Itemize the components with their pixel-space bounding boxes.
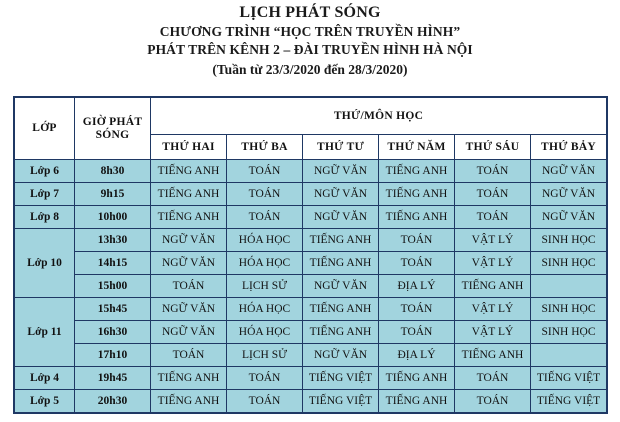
cell-subject: NGỮ VĂN [303, 160, 379, 183]
cell-time: 13h30 [75, 229, 151, 252]
program-subtitle: CHƯƠNG TRÌNH “HỌC TRÊN TRUYỀN HÌNH” [159, 24, 461, 39]
header-class: LỚP [15, 98, 75, 160]
cell-subject: TIẾNG ANH [379, 160, 455, 183]
cell-subject: TIẾNG VIỆT [531, 367, 607, 390]
cell-subject: TIẾNG ANH [303, 298, 379, 321]
cell-subject: VẬT LÝ [455, 229, 531, 252]
schedule-table [14, 97, 607, 413]
cell-subject: TOÁN [455, 390, 531, 413]
cell-time: 17h10 [75, 344, 151, 367]
table-row [15, 252, 607, 275]
cell-subject: TIẾNG ANH [151, 183, 227, 206]
cell-subject: TIẾNG ANH [303, 229, 379, 252]
page-title: LỊCH PHÁT SÓNG [239, 4, 381, 21]
cell-subject: NGỮ VĂN [151, 252, 227, 275]
cell-time: 15h45 [75, 298, 151, 321]
cell-subject: TOÁN [379, 229, 455, 252]
cell-subject: TIẾNG ANH [151, 367, 227, 390]
cell-subject: TOÁN [379, 321, 455, 344]
schedule-table-wrapper [14, 97, 606, 413]
table-row [15, 160, 607, 183]
cell-subject: LỊCH SỬ [227, 275, 303, 298]
cell-subject: NGỮ VĂN [531, 206, 607, 229]
header-day-tuesday: THỨ BA [227, 135, 303, 160]
cell-time: 16h30 [75, 321, 151, 344]
table-row [15, 229, 607, 252]
cell-subject: NGỮ VĂN [151, 321, 227, 344]
cell-subject: VẬT LÝ [455, 252, 531, 275]
cell-time: 9h15 [75, 183, 151, 206]
table-row [15, 298, 607, 321]
cell-class: Lớp 7 [15, 183, 75, 206]
cell-subject: TIẾNG VIỆT [531, 390, 607, 413]
cell-subject: ĐỊA LÝ [379, 275, 455, 298]
cell-subject: NGỮ VĂN [151, 229, 227, 252]
header-time: GIỜ PHÁT SÓNG [75, 98, 151, 160]
cell-class: Lớp 5 [15, 390, 75, 413]
cell-subject: SINH HỌC [531, 229, 607, 252]
cell-subject: TOÁN [227, 206, 303, 229]
cell-subject [531, 275, 607, 298]
cell-subject: TIẾNG ANH [151, 206, 227, 229]
cell-subject: TOÁN [455, 206, 531, 229]
cell-time: 19h45 [75, 367, 151, 390]
cell-subject: NGỮ VĂN [303, 344, 379, 367]
header-day-thursday: THỨ NĂM [379, 135, 455, 160]
cell-class: Lớp 11 [15, 298, 75, 367]
cell-subject: TOÁN [151, 275, 227, 298]
cell-subject: TIẾNG VIỆT [303, 390, 379, 413]
header-row-top [15, 98, 607, 135]
cell-subject: TIẾNG ANH [151, 390, 227, 413]
table-row [15, 390, 607, 413]
cell-subject: NGỮ VĂN [531, 183, 607, 206]
cell-subject: TOÁN [227, 367, 303, 390]
cell-class: Lớp 4 [15, 367, 75, 390]
cell-subject: TOÁN [227, 160, 303, 183]
table-row [15, 367, 607, 390]
cell-subject: NGỮ VĂN [303, 275, 379, 298]
cell-subject: TIẾNG VIỆT [303, 367, 379, 390]
cell-subject: TOÁN [379, 252, 455, 275]
cell-subject: TIẾNG ANH [379, 206, 455, 229]
cell-subject: HÓA HỌC [227, 252, 303, 275]
cell-subject: TIẾNG ANH [379, 390, 455, 413]
cell-subject: TIẾNG ANH [151, 160, 227, 183]
cell-subject: TOÁN [455, 367, 531, 390]
cell-subject: TOÁN [455, 183, 531, 206]
cell-subject: HÓA HỌC [227, 321, 303, 344]
cell-subject: TIẾNG ANH [379, 183, 455, 206]
table-head [15, 98, 607, 160]
cell-subject: HÓA HỌC [227, 298, 303, 321]
cell-time: 15h00 [75, 275, 151, 298]
header-day-saturday: THỨ BẢY [531, 135, 607, 160]
cell-subject: TIẾNG ANH [455, 344, 531, 367]
cell-subject: TIẾNG ANH [303, 321, 379, 344]
cell-class: Lớp 10 [15, 229, 75, 298]
cell-subject: NGỮ VĂN [531, 160, 607, 183]
cell-subject: ĐỊA LÝ [379, 344, 455, 367]
cell-subject [531, 344, 607, 367]
cell-subject: TOÁN [379, 298, 455, 321]
cell-subject: HÓA HỌC [227, 229, 303, 252]
cell-subject: SINH HỌC [531, 321, 607, 344]
cell-subject: TOÁN [227, 390, 303, 413]
cell-subject: NGỮ VĂN [303, 183, 379, 206]
cell-subject: TOÁN [227, 183, 303, 206]
cell-class: Lớp 8 [15, 206, 75, 229]
cell-subject: SINH HỌC [531, 298, 607, 321]
cell-time: 14h15 [75, 252, 151, 275]
cell-subject: TOÁN [151, 344, 227, 367]
table-body [15, 160, 607, 413]
table-row [15, 344, 607, 367]
cell-subject: SINH HỌC [531, 252, 607, 275]
cell-time: 8h30 [75, 160, 151, 183]
cell-time: 20h30 [75, 390, 151, 413]
cell-subject: NGỮ VĂN [151, 298, 227, 321]
title-block [0, 2, 620, 79]
header-day-group: THỨ/MÔN HỌC [151, 98, 607, 135]
table-row [15, 275, 607, 298]
header-day-monday: THỨ HAI [151, 135, 227, 160]
cell-subject: VẬT LÝ [455, 321, 531, 344]
table-row [15, 321, 607, 344]
cell-time: 10h00 [75, 206, 151, 229]
header-day-wednesday: THỨ TƯ [303, 135, 379, 160]
cell-subject: TIẾNG ANH [455, 275, 531, 298]
table-row [15, 183, 607, 206]
cell-subject: TIẾNG ANH [379, 367, 455, 390]
cell-subject: VẬT LÝ [455, 298, 531, 321]
cell-subject: LỊCH SỬ [227, 344, 303, 367]
table-row [15, 206, 607, 229]
header-day-friday: THỨ SÁU [455, 135, 531, 160]
channel-subtitle: PHÁT TRÊN KÊNH 2 – ĐÀI TRUYỀN HÌNH HÀ NỘI [147, 42, 473, 57]
cell-class: Lớp 6 [15, 160, 75, 183]
week-range: (Tuần từ 23/3/2020 đến 28/3/2020) [212, 62, 408, 77]
cell-subject: TOÁN [455, 160, 531, 183]
cell-subject: TIẾNG ANH [303, 252, 379, 275]
cell-subject: NGỮ VĂN [303, 206, 379, 229]
